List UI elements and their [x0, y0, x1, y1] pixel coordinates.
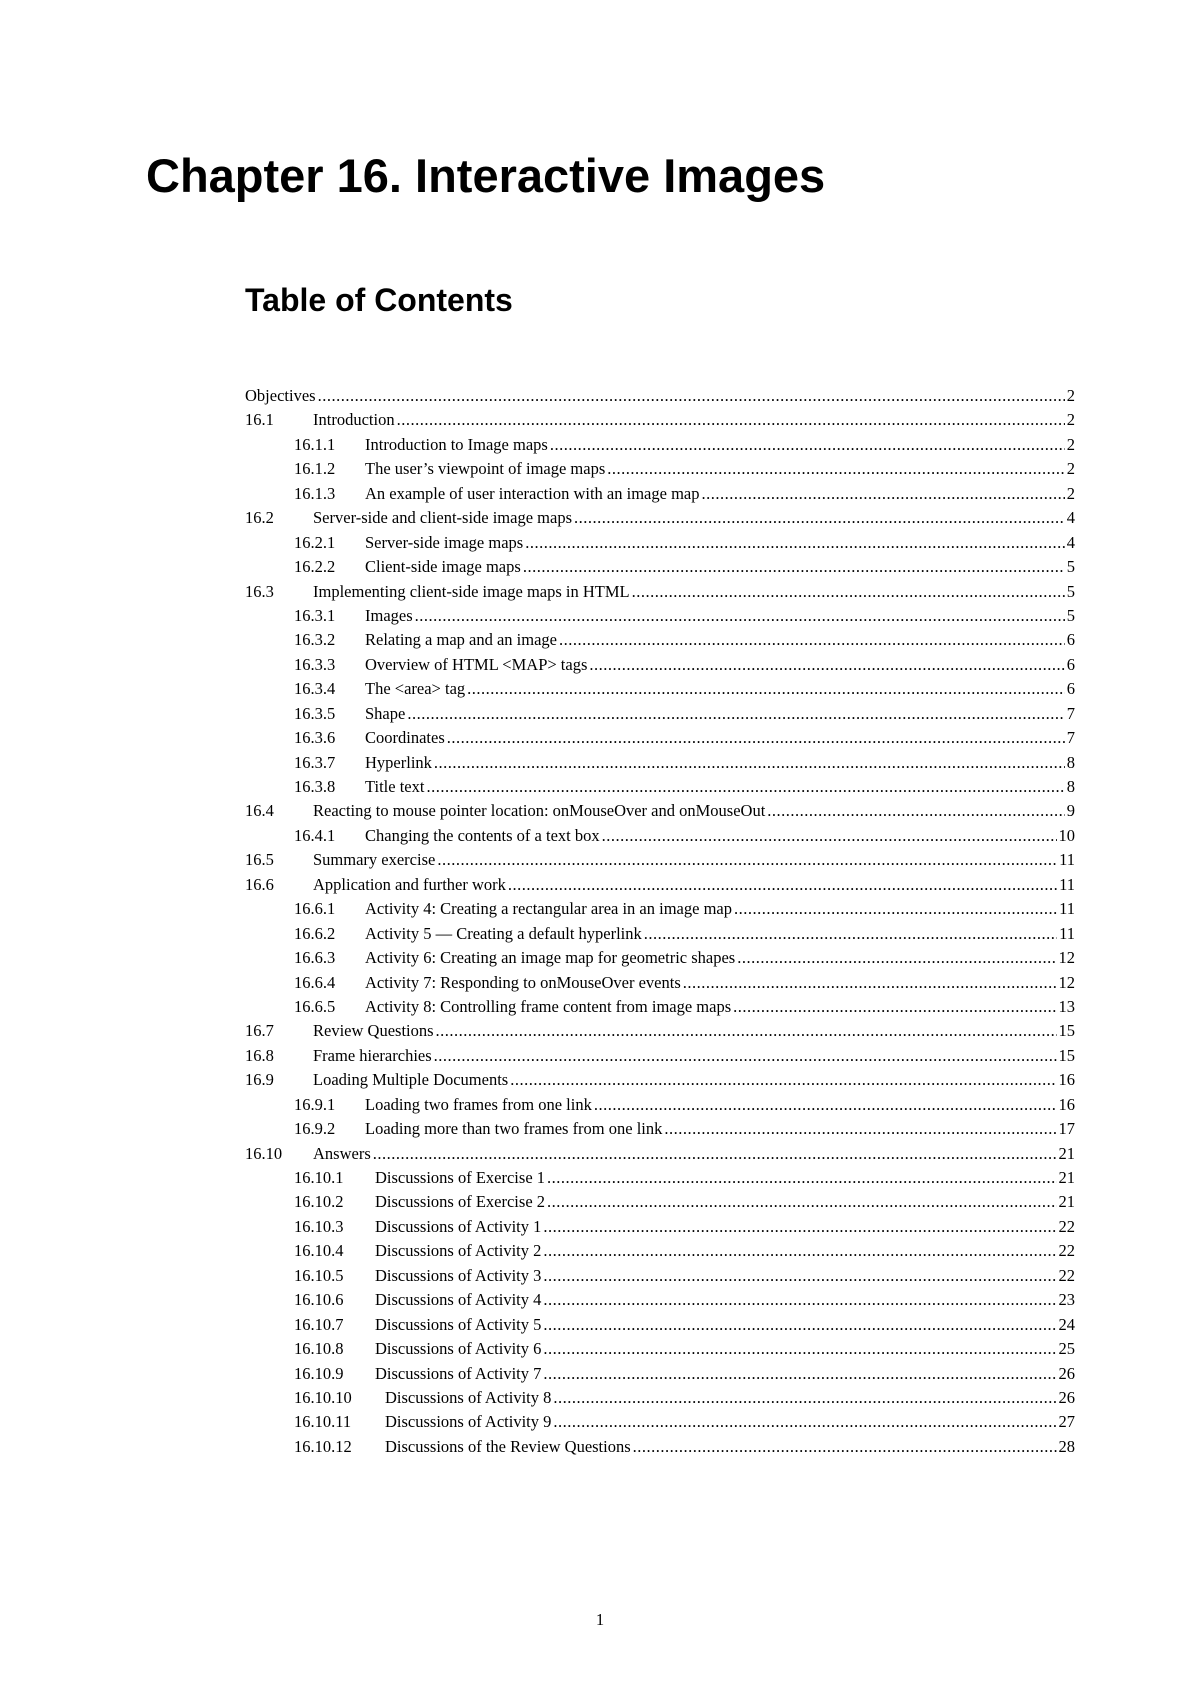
toc-entry[interactable]: [245, 1142, 1075, 1166]
toc-entry[interactable]: [245, 775, 1075, 799]
toc-entry[interactable]: [245, 433, 1075, 457]
toc-entry-number: 16.3.7: [294, 752, 336, 772]
toc-entry-number: 16.3.8: [294, 777, 336, 796]
toc-entry-title[interactable]: Discussions of Activity 7: [375, 1363, 542, 1383]
toc-entry[interactable]: [245, 653, 1075, 677]
table-of-contents: [245, 384, 1075, 1459]
toc-dot-leader: [594, 1093, 1057, 1117]
toc-entry-number: 16.10: [245, 1143, 283, 1163]
toc-entry[interactable]: [245, 482, 1075, 506]
toc-entry-page: 6: [1066, 654, 1075, 674]
toc-dot-leader: [508, 873, 1057, 897]
toc-entry[interactable]: [245, 946, 1075, 970]
toc-entry-number: 16.10.12: [294, 1436, 352, 1456]
toc-entry[interactable]: [245, 702, 1075, 726]
toc-entry-title[interactable]: Relating a map and an image: [365, 630, 557, 650]
toc-entry-title[interactable]: Overview of HTML <MAP> tags: [365, 654, 588, 674]
toc-dot-leader: [607, 457, 1064, 481]
toc-dot-leader: [734, 897, 1057, 921]
toc-entry[interactable]: [245, 726, 1075, 750]
toc-entry-number: 16.4.1: [294, 825, 336, 845]
toc-dot-leader: [550, 433, 1065, 457]
toc-entry-number: 16.1.1: [294, 434, 336, 454]
toc-dot-leader: [397, 408, 1065, 432]
toc-entry[interactable]: [245, 677, 1075, 701]
toc-entry-page: 7: [1066, 728, 1075, 748]
toc-entry[interactable]: [245, 408, 1075, 432]
toc-dot-leader: [437, 848, 1057, 872]
toc-entry-page: 8: [1066, 752, 1075, 772]
toc-entry[interactable]: [245, 751, 1075, 775]
toc-entry-page: 15: [1058, 1045, 1075, 1065]
toc-entry[interactable]: [245, 1264, 1075, 1288]
toc-entry-page: 27: [1058, 1412, 1075, 1432]
toc-entry-page: 4: [1066, 532, 1075, 552]
toc-entry-number: 16.10.9: [294, 1363, 344, 1383]
toc-entry-title[interactable]: Images: [365, 605, 413, 625]
toc-entry-number: 16.10.5: [294, 1265, 344, 1285]
toc-dot-leader: [525, 531, 1065, 555]
toc-entry-title[interactable]: Discussions of Activity 5: [375, 1314, 542, 1334]
toc-entry-number: 16.9: [245, 1070, 274, 1090]
toc-entry-title[interactable]: The <area> tag: [365, 679, 466, 699]
toc-dot-leader: [543, 1313, 1056, 1337]
toc-entry[interactable]: [245, 1190, 1075, 1214]
toc-entry-page: 9: [1066, 801, 1075, 821]
toc-entry[interactable]: [245, 1337, 1075, 1361]
toc-entry-number: 16.9.1: [294, 1094, 336, 1114]
toc-entry[interactable]: [245, 1313, 1075, 1337]
toc-entry-number: 16.3.2: [294, 630, 336, 650]
toc-dot-leader: [436, 1019, 1057, 1043]
toc-entry-page: 24: [1058, 1314, 1075, 1334]
toc-entry-number: 16.1: [245, 410, 274, 430]
toc-dot-leader: [510, 1068, 1056, 1092]
toc-entry-page: 21: [1058, 1143, 1075, 1163]
toc-dot-leader: [543, 1288, 1056, 1312]
toc-entry-number: 16.10.8: [294, 1339, 344, 1359]
toc-entry-title[interactable]: Activity 4: Creating a rectangular area in an image map: [365, 899, 732, 919]
toc-entry-page: 12: [1058, 972, 1075, 992]
toc-entry-page: 22: [1058, 1265, 1075, 1285]
toc-dot-leader: [683, 971, 1057, 995]
toc-entry-title[interactable]: Activity 5 — Creating a default hyperlink: [365, 923, 642, 943]
toc-dot-leader: [553, 1386, 1056, 1410]
toc-dot-leader: [543, 1239, 1056, 1263]
toc-entry-title[interactable]: The user’s viewpoint of image maps: [365, 459, 606, 479]
toc-entry-page: 22: [1058, 1216, 1075, 1236]
toc-entry[interactable]: [245, 506, 1075, 530]
toc-entry[interactable]: [245, 384, 1075, 408]
toc-dot-leader: [407, 702, 1064, 726]
toc-entry-number: 16.5: [245, 850, 274, 870]
toc-entry-page: 12: [1058, 948, 1075, 968]
toc-entry-title[interactable]: Server-side image maps: [365, 532, 524, 552]
toc-entry-page: 6: [1066, 679, 1075, 699]
toc-entry-page: 2: [1066, 459, 1075, 479]
toc-entry[interactable]: [245, 1239, 1075, 1263]
toc-entry[interactable]: [245, 1166, 1075, 1190]
toc-entry-title[interactable]: Discussions of Activity 2: [375, 1241, 542, 1261]
toc-entry-page: 11: [1059, 923, 1075, 943]
toc-dot-leader: [543, 1264, 1056, 1288]
toc-dot-leader: [318, 384, 1065, 408]
toc-entry-page: 7: [1066, 703, 1075, 723]
toc-entry-title[interactable]: Reacting to mouse pointer location: onMouseOver and onMouseOut: [313, 801, 766, 821]
toc-entry[interactable]: [245, 531, 1075, 555]
toc-entry-page: 15: [1058, 1021, 1075, 1041]
toc-entry-page: 5: [1066, 605, 1075, 625]
toc-entry-title[interactable]: Summary exercise: [313, 850, 436, 870]
toc-entry-title[interactable]: Introduction to Image maps: [365, 434, 548, 454]
toc-entry-title[interactable]: Discussions of Exercise 2: [375, 1192, 546, 1212]
toc-entry-title[interactable]: Application and further work: [313, 874, 506, 894]
toc-dot-leader: [426, 775, 1064, 799]
toc-entry-number: 16.3.5: [294, 703, 336, 723]
chapter-title: Chapter 16. Interactive Images: [146, 149, 826, 202]
toc-entry-title[interactable]: Loading two frames from one link: [365, 1094, 592, 1114]
toc-entry-title[interactable]: Review Questions: [313, 1021, 434, 1041]
toc-dot-leader: [559, 628, 1065, 652]
toc-entry-page: 16: [1058, 1070, 1075, 1090]
toc-entry-title[interactable]: Frame hierarchies: [313, 1045, 432, 1065]
toc-entry-number: 16.1.3: [294, 483, 336, 503]
toc-dot-leader: [737, 946, 1056, 970]
toc-entry-page: 2: [1066, 386, 1075, 405]
toc-dot-leader: [644, 922, 1057, 946]
toc-entry-page: 13: [1058, 996, 1075, 1016]
toc-entry[interactable]: [245, 897, 1075, 921]
toc-entry-title[interactable]: Activity 7: Responding to onMouseOver events: [365, 972, 681, 992]
toc-entry-number: 16.6.4: [294, 972, 336, 992]
toc-entry-title[interactable]: Discussions of Activity 8: [385, 1387, 552, 1407]
toc-dot-leader: [602, 824, 1057, 848]
toc-entry-number: 16.6.5: [294, 996, 336, 1016]
toc-entry-number: 16.3: [245, 581, 274, 601]
toc-entry-page: 21: [1058, 1168, 1075, 1187]
toc-entry-page: 26: [1058, 1363, 1075, 1383]
toc-entry-page: 16: [1058, 1094, 1075, 1114]
toc-dot-leader: [543, 1362, 1056, 1386]
toc-entry-number: 16.8: [245, 1045, 274, 1065]
toc-entry-title[interactable]: Server-side and client-side image maps: [313, 508, 572, 528]
toc-entry-number: 16.1.2: [294, 459, 336, 479]
toc-entry-title[interactable]: Implementing client-side image maps in HTML: [313, 581, 630, 601]
toc-entry-page: 11: [1059, 874, 1075, 894]
page-number: 1: [595, 1610, 605, 1629]
toc-entry-number: 16.9.2: [294, 1119, 336, 1139]
toc-entry-page: 2: [1066, 434, 1075, 454]
toc-dot-leader: [543, 1337, 1056, 1361]
toc-entry-number: 16.6.1: [294, 899, 336, 919]
toc-entry-page: 17: [1058, 1119, 1075, 1139]
toc-entry-page: 26: [1058, 1387, 1075, 1407]
toc-entry-page: 11: [1059, 899, 1075, 919]
toc-entry-page: 25: [1058, 1339, 1075, 1359]
toc-dot-leader: [547, 1190, 1056, 1214]
toc-entry-page: 2: [1066, 410, 1075, 430]
toc-entry-title[interactable]: Activity 6: Creating an image map for geometric shapes: [365, 948, 736, 968]
toc-entry[interactable]: [245, 1215, 1075, 1239]
toc-entry[interactable]: [245, 922, 1075, 946]
toc-title: Table of Contents: [245, 282, 513, 318]
toc-entry-page: 5: [1066, 557, 1075, 577]
toc-dot-leader: [553, 1410, 1056, 1434]
toc-entry[interactable]: [245, 1093, 1075, 1117]
toc-entry-number: 16.6.3: [294, 948, 336, 968]
toc-entry-number: 16.10.4: [294, 1241, 344, 1261]
toc-entry-number: 16.3.4: [294, 679, 336, 699]
toc-entry-number: 16.7: [245, 1021, 274, 1041]
toc-dot-leader: [632, 580, 1065, 604]
toc-entry-title[interactable]: Shape: [365, 703, 406, 723]
toc-entry[interactable]: [245, 824, 1075, 848]
toc-entry[interactable]: [245, 995, 1075, 1019]
toc-entry-page: 22: [1058, 1241, 1075, 1261]
toc-entry[interactable]: [245, 1386, 1075, 1410]
toc-entry-page: 23: [1058, 1290, 1075, 1310]
toc-entry[interactable]: [245, 873, 1075, 897]
toc-entry-number: 16.2.1: [294, 532, 336, 552]
toc-entry-title[interactable]: Changing the contents of a text box: [365, 825, 600, 845]
toc-entry-page: 28: [1058, 1436, 1075, 1456]
toc-entry[interactable]: [245, 604, 1075, 628]
toc-dot-leader: [434, 1044, 1057, 1068]
toc-entry[interactable]: [245, 1362, 1075, 1386]
toc-entry-number: 16.3.3: [294, 654, 336, 674]
toc-entry-title[interactable]: Activity 8: Controlling frame content from image maps: [365, 996, 732, 1016]
toc-entry-number: 16.6.2: [294, 923, 336, 943]
toc-entry[interactable]: [245, 799, 1075, 823]
toc-entry[interactable]: [245, 971, 1075, 995]
toc-entry-page: 4: [1066, 508, 1075, 528]
toc-entry-page: 6: [1066, 630, 1075, 650]
toc-entry[interactable]: [245, 1435, 1075, 1459]
toc-entry-number: 16.10.1: [294, 1168, 344, 1187]
toc-entry-title[interactable]: Loading more than two frames from one link: [365, 1119, 663, 1139]
toc-entry-page: 10: [1058, 825, 1075, 845]
toc-entry-number: 16.10.11: [294, 1412, 352, 1432]
toc-entry-title[interactable]: Title text: [365, 777, 425, 796]
toc-entry-page: 2: [1066, 483, 1075, 503]
toc-entry[interactable]: [245, 628, 1075, 652]
toc-dot-leader: [467, 677, 1065, 701]
toc-entry-page: 11: [1059, 850, 1075, 870]
toc-entry-title[interactable]: An example of user interaction with an image map: [365, 483, 700, 503]
toc-entry[interactable]: [245, 580, 1075, 604]
toc-entry-number: 16.3.1: [294, 605, 336, 625]
toc-dot-leader: [447, 726, 1065, 750]
toc-entry-page: 21: [1058, 1192, 1075, 1212]
toc-entry-number: 16.4: [245, 801, 274, 821]
toc-entry[interactable]: [245, 1288, 1075, 1312]
toc-dot-leader: [373, 1142, 1057, 1166]
toc-entry-page: 8: [1066, 777, 1075, 796]
toc-entry[interactable]: [245, 457, 1075, 481]
toc-dot-leader: [574, 506, 1065, 530]
toc-entry-title[interactable]: Discussions of Activity 3: [375, 1265, 542, 1285]
toc-entry-title[interactable]: Discussions of Activity 6: [375, 1339, 542, 1359]
toc-entry-number: 16.10.7: [294, 1314, 344, 1334]
toc-dot-leader: [547, 1166, 1056, 1190]
toc-entry-number: 16.10.2: [294, 1192, 344, 1212]
toc-entry-title[interactable]: Discussions of Activity 9: [385, 1412, 552, 1432]
toc-entry-title[interactable]: Loading Multiple Documents: [313, 1070, 509, 1090]
toc-entry-number: 16.10.10: [294, 1387, 352, 1407]
toc-entry[interactable]: [245, 1117, 1075, 1141]
toc-entry-number: 16.2: [245, 508, 274, 528]
toc-entry-number: 16.10.6: [294, 1290, 344, 1310]
toc-dot-leader: [589, 653, 1064, 677]
toc-entry-title[interactable]: Answers: [313, 1143, 371, 1163]
toc-entry-title[interactable]: Hyperlink: [365, 752, 432, 772]
toc-entry-page: 5: [1066, 581, 1075, 601]
toc-entry-title[interactable]: Coordinates: [365, 728, 445, 748]
toc-entry-title[interactable]: Discussions of Exercise 1: [375, 1168, 546, 1187]
toc-dot-leader: [543, 1215, 1056, 1239]
toc-entry[interactable]: [245, 848, 1075, 872]
toc-dot-leader: [767, 799, 1064, 823]
toc-entry-number: 16.3.6: [294, 728, 336, 748]
toc-entry-number: 16.10.3: [294, 1216, 344, 1236]
toc-entry[interactable]: [245, 1068, 1075, 1092]
toc-entry[interactable]: [245, 1410, 1075, 1434]
toc-entry-number: 16.2.2: [294, 557, 336, 577]
toc-entry-number: 16.6: [245, 874, 274, 894]
toc-dot-leader: [664, 1117, 1056, 1141]
toc-dot-leader: [701, 482, 1064, 506]
toc-dot-leader: [733, 995, 1056, 1019]
toc-entry-title[interactable]: Discussions of the Review Questions: [385, 1436, 631, 1456]
toc-dot-leader: [434, 751, 1065, 775]
toc-dot-leader: [415, 604, 1065, 628]
toc-entry-title[interactable]: Objectives: [245, 386, 316, 405]
toc-entry-title[interactable]: Discussions of Activity 4: [375, 1290, 542, 1310]
toc-entry-title[interactable]: Client-side image maps: [365, 557, 521, 577]
toc-entry[interactable]: [245, 1044, 1075, 1068]
toc-entry[interactable]: [245, 1019, 1075, 1043]
toc-entry-title[interactable]: Introduction: [313, 410, 395, 430]
toc-entry-title[interactable]: Discussions of Activity 1: [375, 1216, 542, 1236]
toc-dot-leader: [523, 555, 1065, 579]
toc-entry[interactable]: [245, 555, 1075, 579]
toc-dot-leader: [633, 1435, 1057, 1459]
